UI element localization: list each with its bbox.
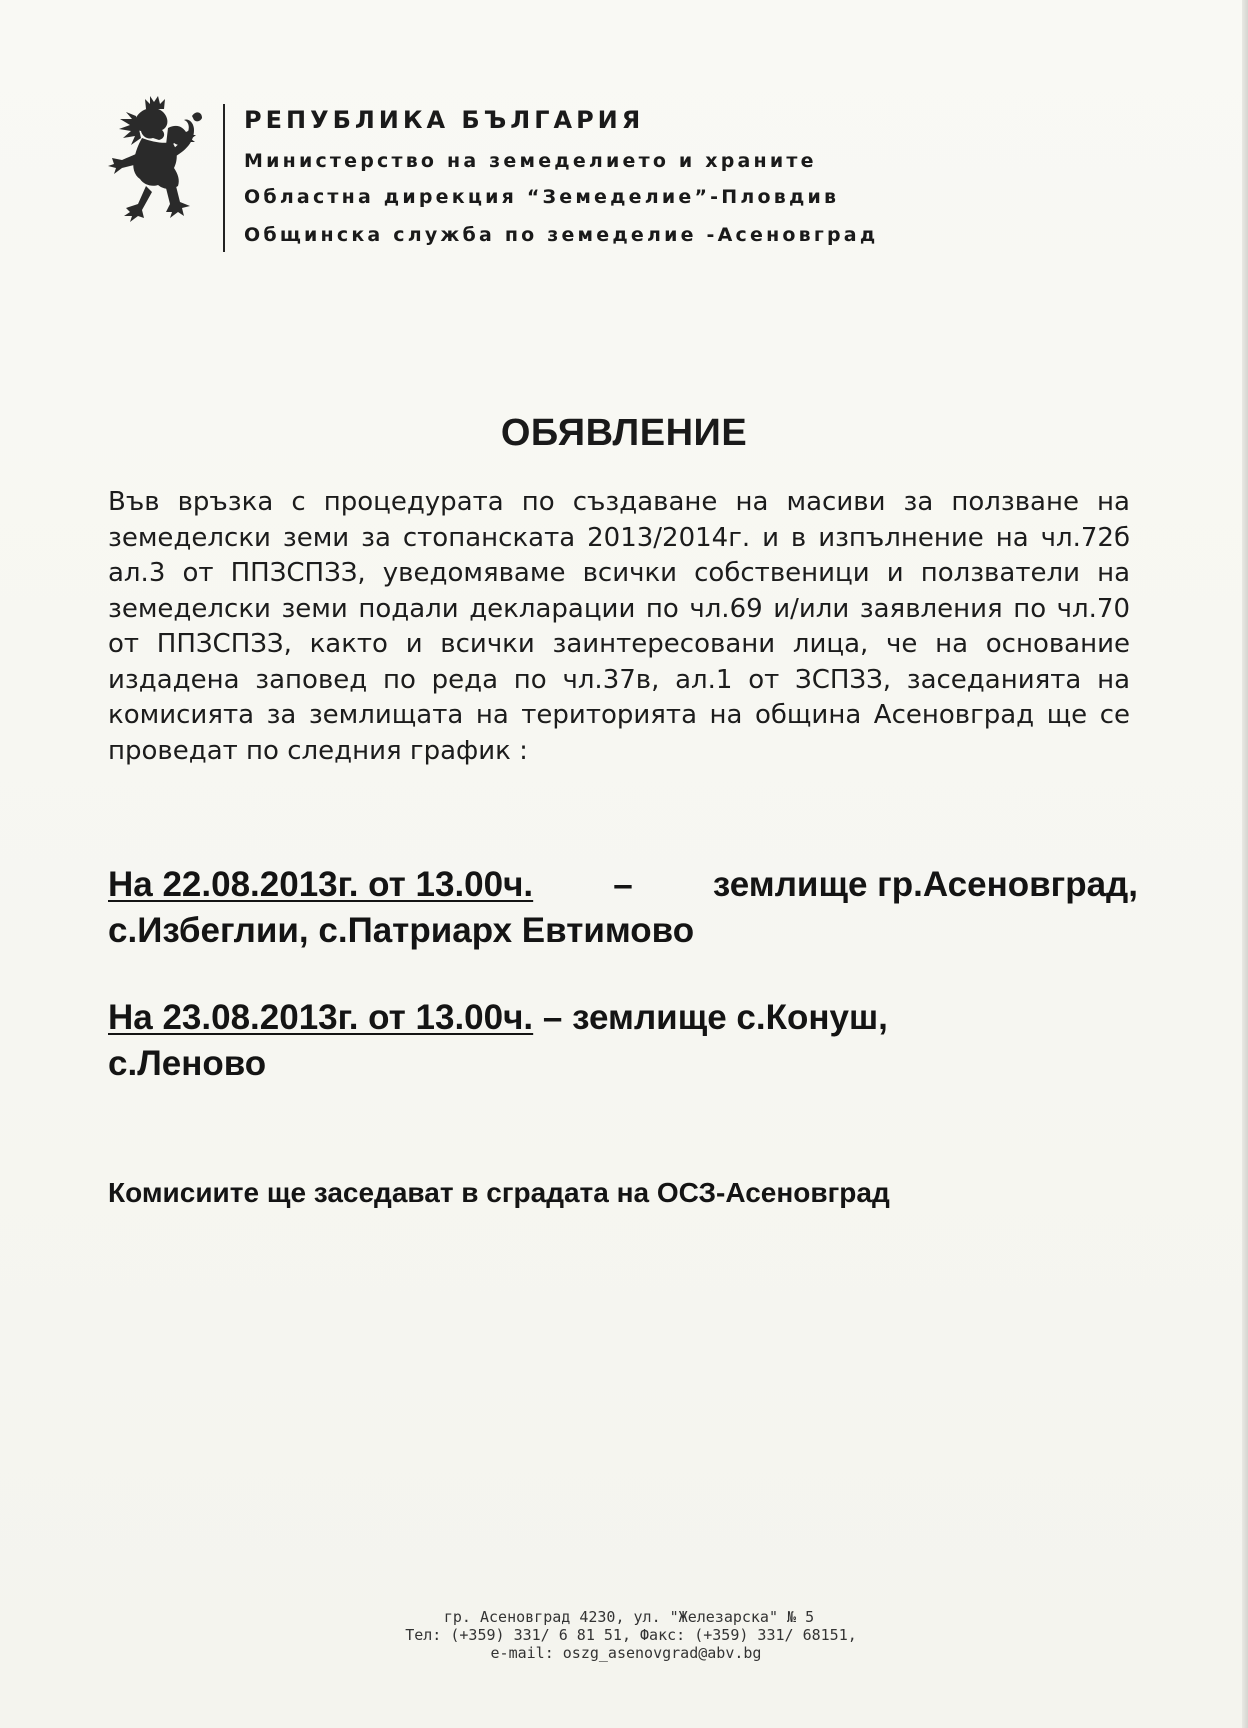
schedule-place-continued: с.Избеглии, с.Патриарх Евтимово xyxy=(108,911,695,950)
page-edge-shadow xyxy=(1242,0,1248,1728)
schedule-place: землище с.Конуш, xyxy=(572,998,888,1037)
header-divider xyxy=(223,104,225,252)
footer-email: e-mail: oszg_asenovgrad@abv.bg xyxy=(490,1644,762,1662)
schedule-item-line1 xyxy=(108,995,1138,1041)
closing-statement: Комисиите ще заседават в сградата на ОСЗ-Асеновград xyxy=(108,1177,890,1208)
footer-address: гр. Асеновград 4230, ул. "Железарска" № 5 xyxy=(443,1608,815,1626)
schedule-place: землище гр.Асеновград, xyxy=(712,865,1138,904)
header-ministry: Министерство на земеделието и храните xyxy=(244,150,817,172)
schedule-item xyxy=(108,995,1138,1087)
header-regional-directorate: Областна дирекция “Земеделие”-Пловдив xyxy=(244,186,840,208)
header-municipal-office: Общинска служба по земеделие -Асеновград xyxy=(244,224,879,246)
notice-title xyxy=(0,412,1248,455)
schedule-item-line1 xyxy=(108,862,1138,908)
schedule-date: На 22.08.2013г. от 13.00ч. xyxy=(108,865,534,904)
header-country: РЕПУБЛИКА БЪЛГАРИЯ xyxy=(244,106,645,134)
bulgarian-lion-coat-of-arms-icon xyxy=(106,94,206,224)
notice-body: Във връзка с процедурата по създаване на масиви за ползване на земеделски земи за стопанската 2013/2014г. и в изпълнение на чл.72б ал.3 от ППЗСПЗЗ, уведомяваме всички собственици и ползватели на земеделски земи подали декларации по чл.69 и/или заявления по чл.70 от ППЗСПЗЗ, както и всички заинтересовани лица, че на основание издадена заповед по реда по чл.37в, ал.1 от ЗСПЗЗ, заседанията на комисията за землищата на територията на община Асеновград ще се проведат по следния график : xyxy=(108,487,1130,766)
schedule-separator: – xyxy=(613,865,633,904)
schedule-date: На 23.08.2013г. от 13.00ч. xyxy=(108,998,534,1037)
footer-phones: Тел: (+359) 331/ 6 81 51, Факс: (+359) 331/ 68151, xyxy=(405,1626,857,1644)
schedule-place-continued: с.Леново xyxy=(108,1044,267,1083)
schedule-item xyxy=(108,862,1138,954)
notice-title-text: ОБЯВЛЕНИЕ xyxy=(500,412,748,454)
schedule-separator: – xyxy=(542,998,563,1037)
footer-contacts xyxy=(0,1608,1248,1662)
